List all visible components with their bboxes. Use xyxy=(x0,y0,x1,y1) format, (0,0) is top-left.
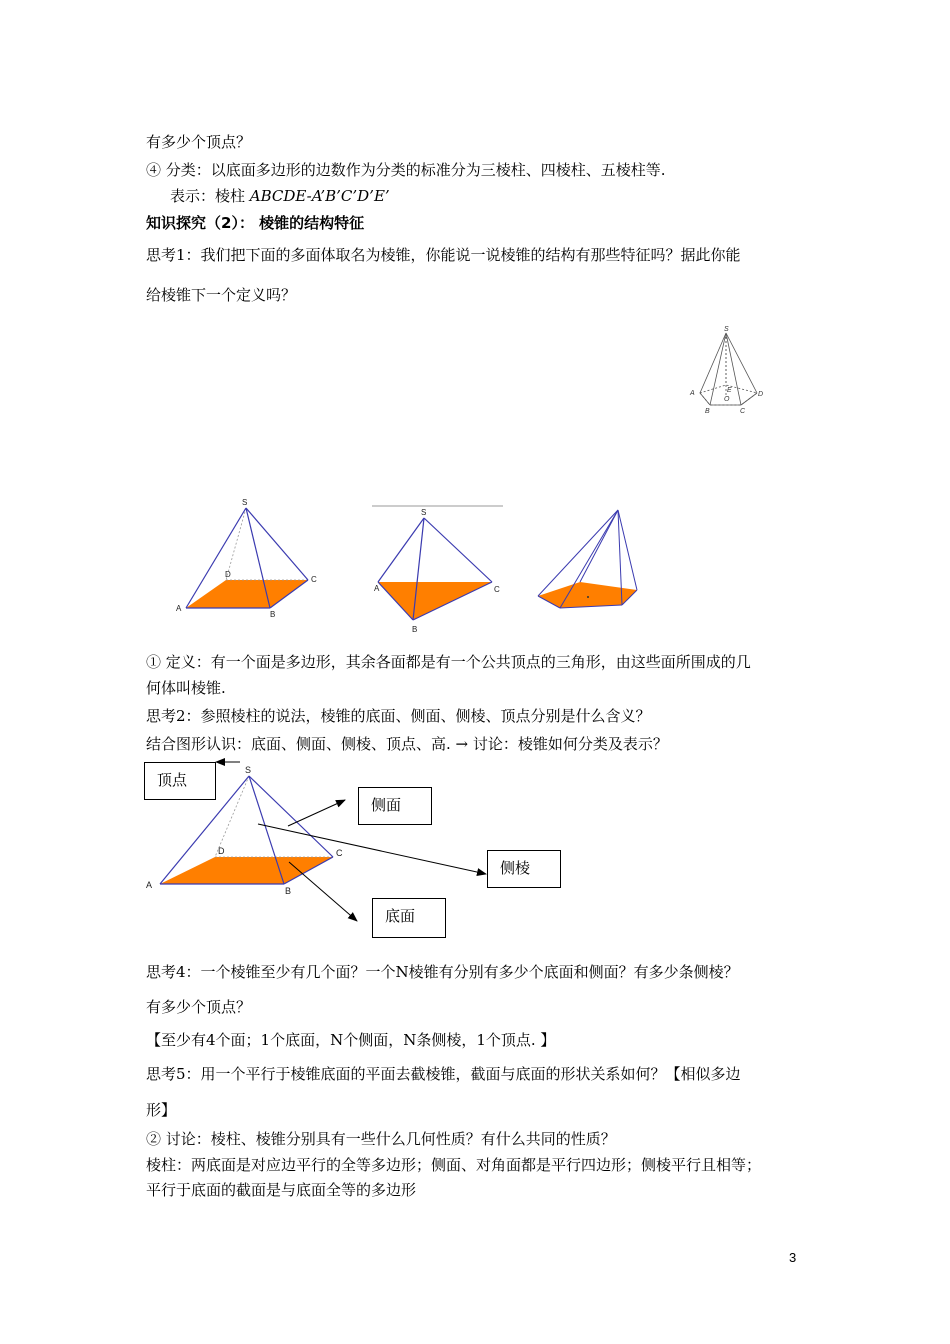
text-line: 有多少个顶点？ xyxy=(146,133,252,151)
vertex-label-S: S xyxy=(724,326,729,333)
vertex-label-C: C xyxy=(311,575,317,584)
oblique-pentagonal-pyramid-figure xyxy=(538,510,637,608)
vertex-label-B: B xyxy=(270,610,276,619)
lateral-face-label-box: 侧面 xyxy=(358,787,432,825)
text-line: 何体叫棱锥. xyxy=(146,679,226,697)
vertex-label-C: C xyxy=(740,408,746,415)
arrow-lateral-face xyxy=(288,800,345,826)
vertex-label-A: A xyxy=(176,604,182,613)
text-line: 有多少个顶点？ xyxy=(146,998,252,1016)
lateral-edge-label-box: 侧棱 xyxy=(487,850,561,888)
vertex-label-S: S xyxy=(421,508,427,517)
text-line: 平行于底面的截面是与底面全等的多边形 xyxy=(146,1181,417,1199)
vertex-label-D: D xyxy=(225,570,231,579)
vertex-label-C: C xyxy=(336,848,343,858)
text-line: 思考1：我们把下面的多面体取名为棱锥，你能说一说棱锥的结构有那些特征吗？据此你能 xyxy=(146,246,741,264)
text-line: 思考4：一个棱锥至少有几个面？一个N棱锥有分别有多少个底面和侧面？有多少条侧棱？ xyxy=(146,963,739,981)
vertex-label-A: A xyxy=(374,584,380,593)
text-line: ① 定义：有一个面是多边形，其余各面都是有一个公共顶点的三角形，由这些面所围成的几 xyxy=(146,653,751,671)
text-line: ④ 分类：以底面多边形的边数作为分类的标准分为三棱柱、四棱柱、五棱柱等. xyxy=(146,161,666,179)
section-heading: 知识探究（2）： 棱锥的结构特征 xyxy=(146,214,365,232)
vertex-label-B: B xyxy=(285,886,292,896)
vertex-label-O: O xyxy=(724,396,730,403)
vertex-label-S: S xyxy=(242,498,248,507)
vertex-label-A: A xyxy=(690,390,695,397)
vertex-label-D: D xyxy=(758,391,764,398)
vertex-label-A: A xyxy=(146,880,153,890)
text-line: 结合图形认识：底面、侧面、侧棱、顶点、高. → 讨论：棱锥如何分类及表示？ xyxy=(146,735,668,753)
text-line: 思考5：用一个平行于棱锥底面的平面去截棱锥，截面与底面的形状关系如何？【相似多边 xyxy=(146,1065,741,1083)
vertex-label-B: B xyxy=(412,625,418,634)
text-line: 给棱锥下一个定义吗？ xyxy=(146,286,297,304)
text-line: 形】 xyxy=(146,1101,177,1119)
pentagonal-pyramid-figure xyxy=(700,333,757,405)
text-line: 棱柱：两底面是对应边平行的全等多边形；侧面、对角面都是平行四边形；侧棱平行且相等； xyxy=(146,1156,762,1174)
apex-label-box: 顶点 xyxy=(144,762,216,800)
vertex-label-C: C xyxy=(494,585,500,594)
text-fragment: 表示：棱柱 xyxy=(170,187,250,205)
vertex-label-S: S xyxy=(245,765,252,775)
vertex-label-D: D xyxy=(218,846,225,856)
arrow-base xyxy=(289,862,357,921)
vertex-label-B: B xyxy=(705,408,710,415)
base-label-box: 底面 xyxy=(372,898,446,938)
triangular-pyramid-figure xyxy=(378,518,492,620)
vertex-label-E: E xyxy=(727,387,732,394)
text-line: 【至少有4个面；1个底面，N个侧面，N条侧棱，1个顶点. 】 xyxy=(146,1031,556,1049)
text-line: ② 讨论：棱柱、棱锥分别具有一些什么几何性质？有什么共同的性质？ xyxy=(146,1130,616,1148)
quadrilateral-pyramid-figure xyxy=(186,508,308,608)
prism-notation: ABCDE-A’B’C’D’E’ xyxy=(249,187,390,205)
page-number: 3 xyxy=(789,1250,797,1265)
text-line: 思考2：参照棱柱的说法，棱锥的底面、侧面、侧棱、顶点分别是什么含义？ xyxy=(146,707,651,725)
